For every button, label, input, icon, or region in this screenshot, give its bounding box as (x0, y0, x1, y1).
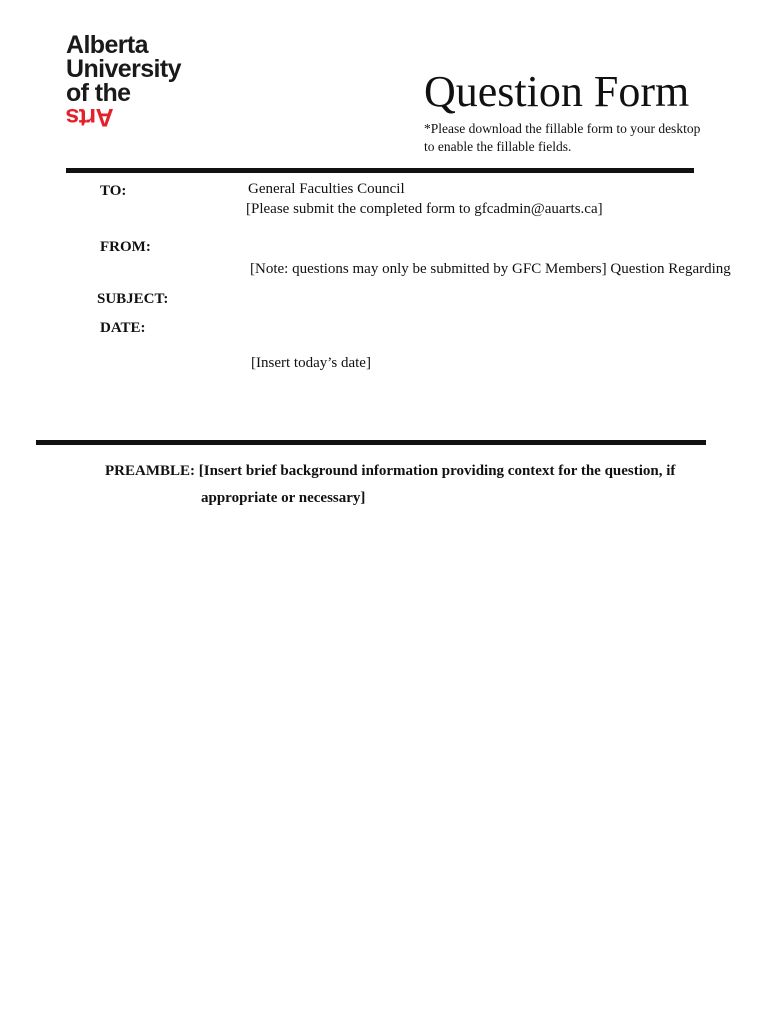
university-logo (66, 33, 181, 129)
to-field[interactable]: General Faculties Council (248, 181, 405, 197)
logo-line-university: University (66, 55, 181, 83)
date-label: DATE: (100, 320, 146, 336)
download-note-line-2: to enable the fillable fields. (424, 138, 572, 154)
from-label: FROM: (100, 239, 151, 255)
preamble-line-2[interactable]: appropriate or necessary] (201, 490, 366, 506)
from-field[interactable]: [Note: questions may only be submitted by GFC Members] Question Regarding (250, 261, 731, 277)
date-field[interactable]: [Insert today’s date] (251, 355, 371, 371)
download-note (424, 120, 724, 155)
logo-line-alberta: Alberta (66, 31, 148, 59)
to-instruction: [Please submit the completed form to gfcadmin@auarts.ca] (246, 201, 603, 217)
logo-line-arts: Arts (66, 103, 114, 131)
header-divider (66, 168, 694, 173)
subject-label: SUBJECT: (97, 291, 169, 307)
page-title: Question Form (424, 67, 690, 116)
section-divider (36, 440, 706, 445)
download-note-line-1: *Please download the fillable form to your desktop (424, 121, 701, 136)
logo-line-of-the: of the (66, 79, 131, 107)
to-label: TO: (100, 183, 127, 199)
preamble-line-1[interactable]: PREAMBLE: [Insert brief background information providing context for the question, if (105, 463, 676, 479)
